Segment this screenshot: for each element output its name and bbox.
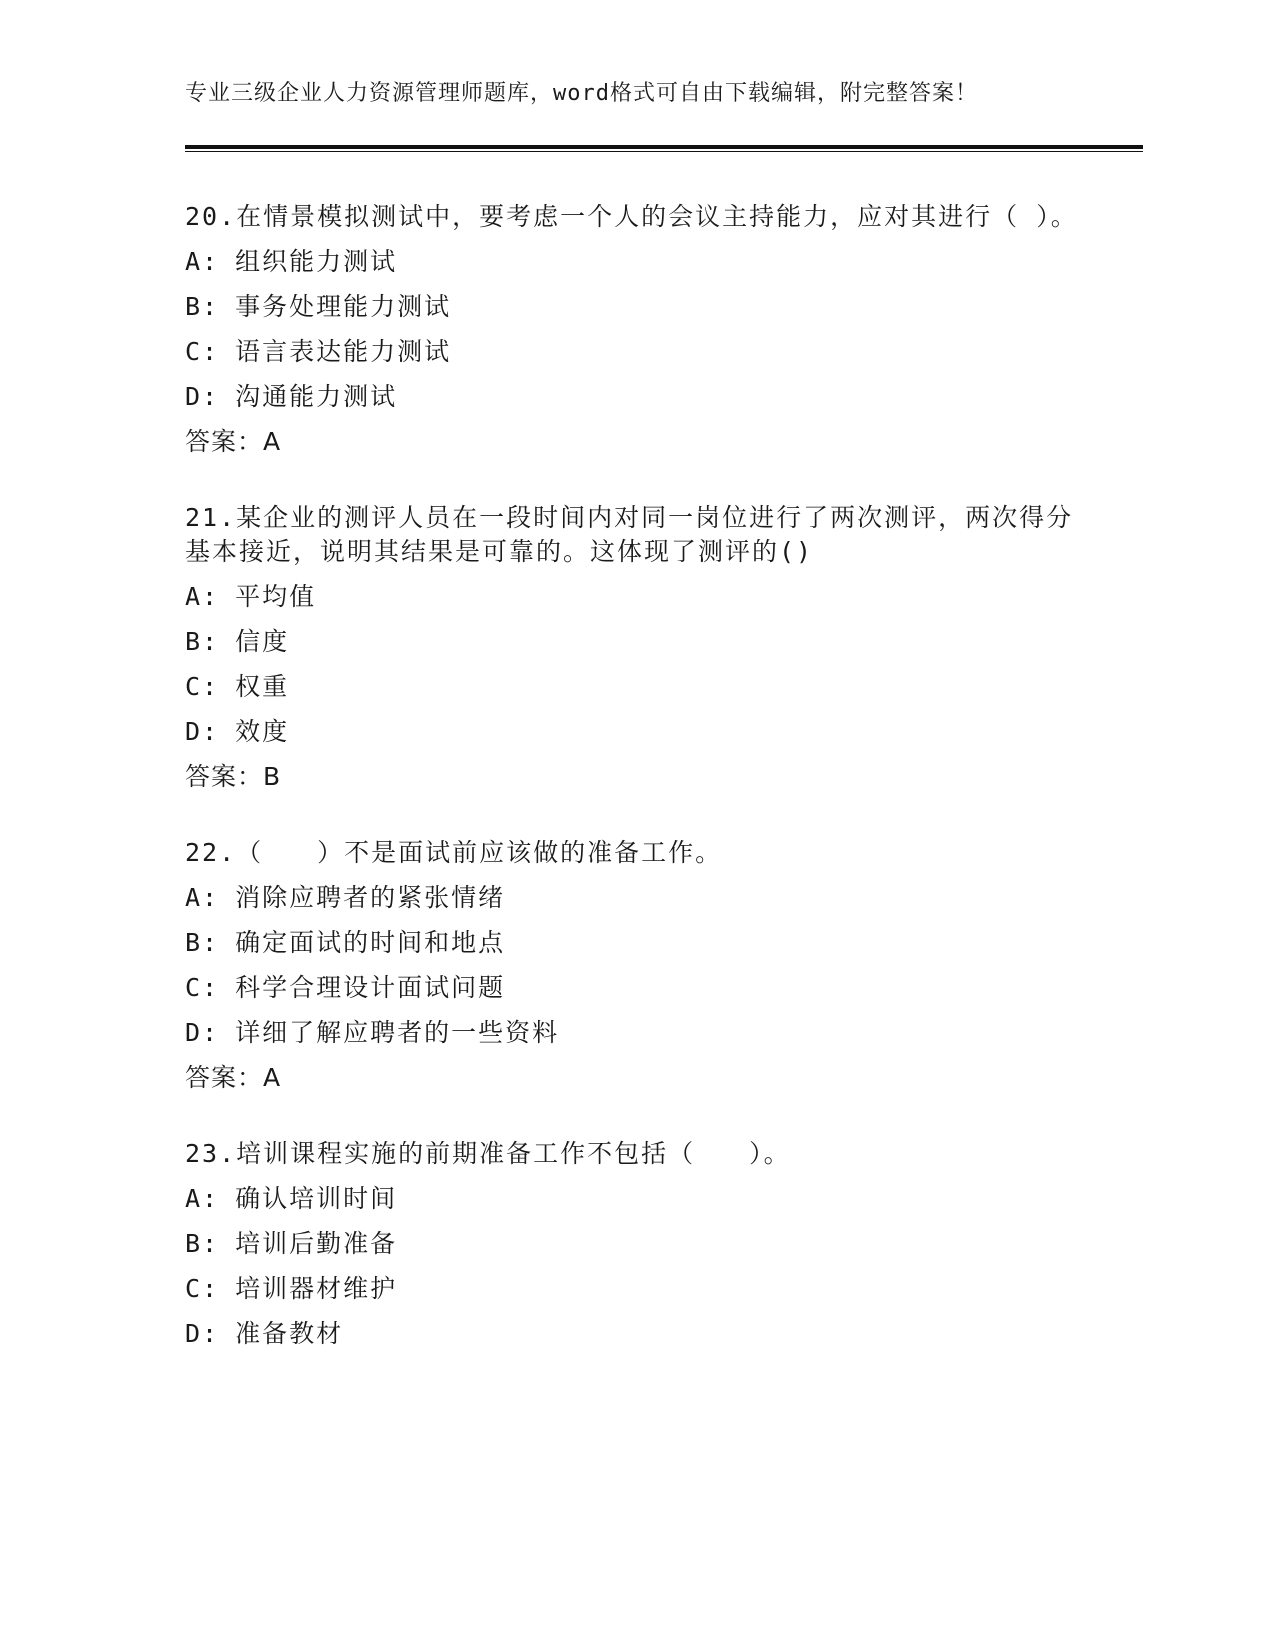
answer: 答案：A <box>185 1063 282 1092</box>
option-b <box>185 625 1085 659</box>
option-text: 组织能力测试 <box>235 247 398 276</box>
question-text: 23.培训课程实施的前期准备工作不包括（ ）。 <box>185 1139 791 1168</box>
question-21 <box>185 501 1085 794</box>
option-letter: A: <box>185 883 220 912</box>
option-letter: C: <box>185 672 220 701</box>
option-a <box>185 580 1085 614</box>
option-text: 科学合理设计面试问题 <box>235 973 506 1002</box>
option-text: 培训后勤准备 <box>235 1229 398 1258</box>
option-letter: A: <box>185 1184 220 1213</box>
option-text: 沟通能力测试 <box>235 382 398 411</box>
question-list <box>185 200 1085 1393</box>
option-a <box>185 881 1085 915</box>
option-c <box>185 1272 1085 1306</box>
option-c <box>185 670 1085 704</box>
option-letter: D: <box>185 1319 220 1348</box>
option-d <box>185 380 1085 414</box>
option-letter: D: <box>185 1018 220 1047</box>
option-text: 确认培训时间 <box>235 1184 398 1213</box>
answer: 答案：B <box>185 762 282 791</box>
question-23 <box>185 1137 1085 1351</box>
option-letter: C: <box>185 973 220 1002</box>
option-letter: A: <box>185 582 220 611</box>
option-letter: C: <box>185 337 220 366</box>
option-c <box>185 335 1085 369</box>
question-text: 20.在情景模拟测试中，要考虑一个人的会议主持能力，应对其进行（ ）。 <box>185 202 1078 231</box>
header-rule-thin <box>185 151 1143 152</box>
page-header: 专业三级企业人力资源管理师题库，word格式可自由下载编辑，附完整答案！ <box>185 81 978 106</box>
option-c <box>185 971 1085 1005</box>
option-d <box>185 1016 1085 1050</box>
option-letter: B: <box>185 928 220 957</box>
option-text: 详细了解应聘者的一些资料 <box>235 1018 560 1047</box>
option-letter: A: <box>185 247 220 276</box>
option-text: 信度 <box>235 627 290 656</box>
question-text: 21.某企业的测评人员在一段时间内对同一岗位进行了两次测评，两次得分基本接近，说明其结果是可靠的。这体现了测评的() <box>185 503 1074 566</box>
option-letter: D: <box>185 382 220 411</box>
option-text: 确定面试的时间和地点 <box>235 928 506 957</box>
option-letter: C: <box>185 1274 220 1303</box>
option-text: 消除应聘者的紧张情绪 <box>235 883 506 912</box>
option-a <box>185 1182 1085 1216</box>
answer: 答案：A <box>185 427 282 456</box>
option-a <box>185 245 1085 279</box>
option-text: 权重 <box>235 672 290 701</box>
option-text: 效度 <box>235 717 290 746</box>
question-text: 22.（ ）不是面试前应该做的准备工作。 <box>185 838 723 867</box>
option-d <box>185 715 1085 749</box>
option-text: 语言表达能力测试 <box>235 337 452 366</box>
question-22 <box>185 836 1085 1095</box>
header-rule-thick <box>185 145 1143 149</box>
option-b <box>185 1227 1085 1261</box>
option-text: 平均值 <box>235 582 317 611</box>
option-letter: D: <box>185 717 220 746</box>
option-text: 准备教材 <box>235 1319 344 1348</box>
option-b <box>185 290 1085 324</box>
question-20 <box>185 200 1085 459</box>
option-text: 培训器材维护 <box>235 1274 398 1303</box>
option-b <box>185 926 1085 960</box>
option-text: 事务处理能力测试 <box>235 292 452 321</box>
option-d <box>185 1317 1085 1351</box>
option-letter: B: <box>185 292 220 321</box>
option-letter: B: <box>185 627 220 656</box>
option-letter: B: <box>185 1229 220 1258</box>
